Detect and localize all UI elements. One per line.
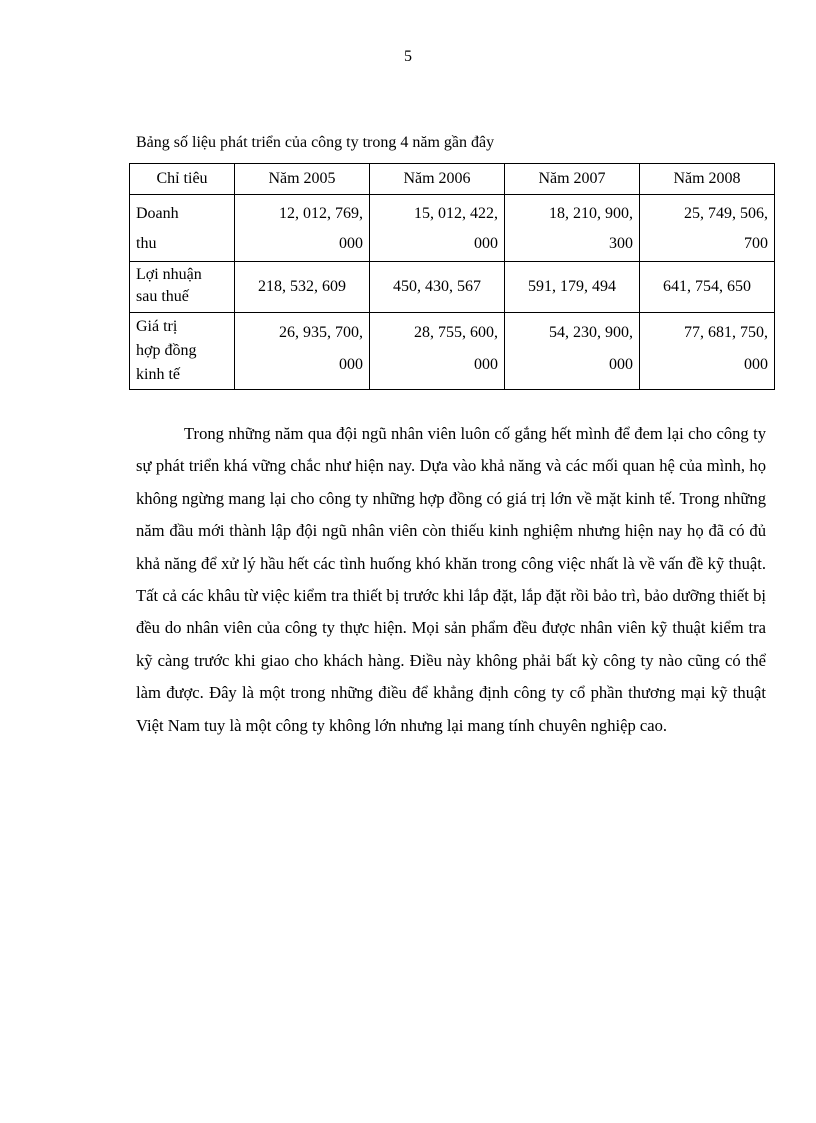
row-label-line: kinh tế <box>136 366 180 383</box>
page-number: 5 <box>404 48 412 65</box>
row-label-line: thu <box>136 235 157 252</box>
cell-line: 12, 012, 769, <box>279 205 363 222</box>
table-cell: 218, 532, 609 <box>235 262 370 313</box>
table-header-row <box>130 164 775 195</box>
header-indicator: Chỉ tiêu <box>130 164 235 195</box>
table-cell <box>370 313 505 390</box>
table-cell <box>640 313 775 390</box>
cell-line: 18, 210, 900, <box>549 205 633 222</box>
cell-line: 15, 012, 422, <box>414 205 498 222</box>
table-cell: 641, 754, 650 <box>640 262 775 313</box>
cell-line: 54, 230, 900, <box>549 324 633 341</box>
row-label-revenue <box>130 195 235 262</box>
cell-line: 000 <box>474 235 498 252</box>
row-label-line: hợp đồng <box>136 342 197 359</box>
cell-line: 000 <box>609 356 633 373</box>
cell-line: 700 <box>744 235 768 252</box>
row-label-profit <box>130 262 235 313</box>
header-year-2007: Năm 2007 <box>505 164 640 195</box>
body-paragraph: Trong những năm qua đội ngũ nhân viên luôn cố gắng hết mình để đem lại cho công ty sự phát triển khá vững chắc như hiện nay. Dựa vào khả năng và các mối quan hệ của mình, họ không ngừng mang lại cho công ty những hợp đồng có giá trị lớn về mặt kinh tế. Trong những năm đầu mới thành lập đội ngũ nhân viên còn thiếu kinh nghiệm nhưng hiện nay họ đã có đủ khả năng để xử lý hầu hết các tình huống khó khăn trong công việc nhất là về vấn đề kỹ thuật. Tất cả các khâu từ việc kiểm tra thiết bị trước khi lắp đặt, lắp đặt rồi bảo trì, bảo dưỡng thiết bị đều do nhân viên của công ty thực hiện. Mọi sản phẩm đều được nhân viên kỹ thuật kiểm tra kỹ càng trước khi giao cho khách hàng. Điều này không phải bất kỳ công ty nào cũng có thể làm được. Đây là một trong những điều để khẳng định công ty cổ phần thương mại kỹ thuật Việt Nam tuy là một công ty không lớn nhưng lại mang tính chuyên nghiệp cao. <box>136 424 766 735</box>
cell-line: 300 <box>609 235 633 252</box>
table-cell: 450, 430, 567 <box>370 262 505 313</box>
row-label-line: Lợi nhuận <box>136 266 202 283</box>
table-row-revenue <box>130 195 775 262</box>
header-year-2006: Năm 2006 <box>370 164 505 195</box>
table-cell <box>370 195 505 262</box>
table-cell <box>505 195 640 262</box>
cell-line: 26, 935, 700, <box>279 324 363 341</box>
table-cell <box>235 313 370 390</box>
cell-line: 77, 681, 750, <box>684 324 768 341</box>
row-label-line: sau thuế <box>136 288 189 305</box>
row-label-contract-value <box>130 313 235 390</box>
table-cell <box>640 195 775 262</box>
table-cell: 591, 179, 494 <box>505 262 640 313</box>
cell-line: 000 <box>474 356 498 373</box>
development-table <box>129 163 775 390</box>
table-cell <box>235 195 370 262</box>
row-label-line: Giá trị <box>136 318 178 335</box>
cell-line: 000 <box>339 235 363 252</box>
cell-line: 000 <box>744 356 768 373</box>
table-row-profit <box>130 262 775 313</box>
table-caption: Bảng số liệu phát triển của công ty trong 4 năm gần đây <box>136 134 495 151</box>
row-label-line: Doanh <box>136 205 179 222</box>
cell-line: 25, 749, 506, <box>684 205 768 222</box>
cell-line: 000 <box>339 356 363 373</box>
table-row-contract-value <box>130 313 775 390</box>
table-cell <box>505 313 640 390</box>
header-year-2008: Năm 2008 <box>640 164 775 195</box>
header-year-2005: Năm 2005 <box>235 164 370 195</box>
cell-line: 28, 755, 600, <box>414 324 498 341</box>
